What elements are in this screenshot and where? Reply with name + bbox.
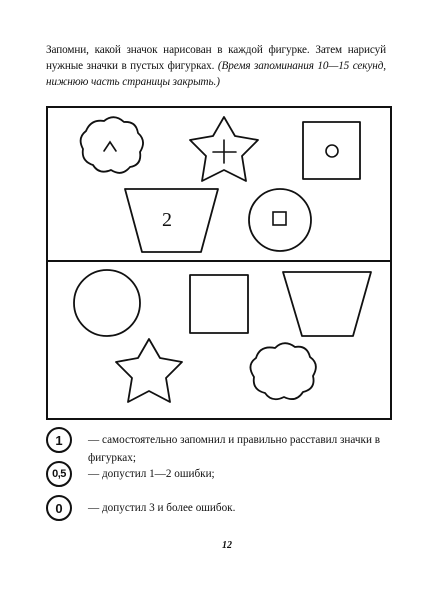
small-square-mark	[273, 212, 286, 225]
two-mark: 2	[162, 209, 172, 231]
square-shape-top	[303, 122, 360, 179]
caret-mark	[104, 142, 116, 151]
page-number: 12	[222, 540, 232, 551]
small-circle-mark	[326, 145, 338, 157]
score-badge-0: 0	[46, 495, 72, 521]
star-shape-bottom	[116, 339, 182, 402]
score-badge-0-5: 0,5	[46, 461, 72, 487]
flower-shape-bottom	[250, 343, 315, 399]
square-shape-bottom	[190, 275, 248, 333]
circle-shape-top	[249, 189, 311, 251]
trapezoid-shape-bottom	[283, 272, 371, 336]
legend-text-3: — допустил 3 и более ошибок.	[88, 502, 236, 514]
instruction-hint: (Время запоминания 10—15 секунд, нижнюю часть страницы закрыть.)	[46, 60, 386, 88]
score-badge-1: 1	[46, 427, 72, 453]
legend-text-1: — самостоятельно запомнил и правильно расставил значки в фигурках;	[88, 434, 381, 464]
legend-text-2: — допустил 1—2 ошибки;	[88, 468, 215, 480]
instruction-main: Запомни, какой значок нарисован в каждой фигурке. Затем нарисуй нужные значки в пустых фигурках.	[46, 44, 386, 72]
circle-shape-bottom	[74, 270, 140, 336]
